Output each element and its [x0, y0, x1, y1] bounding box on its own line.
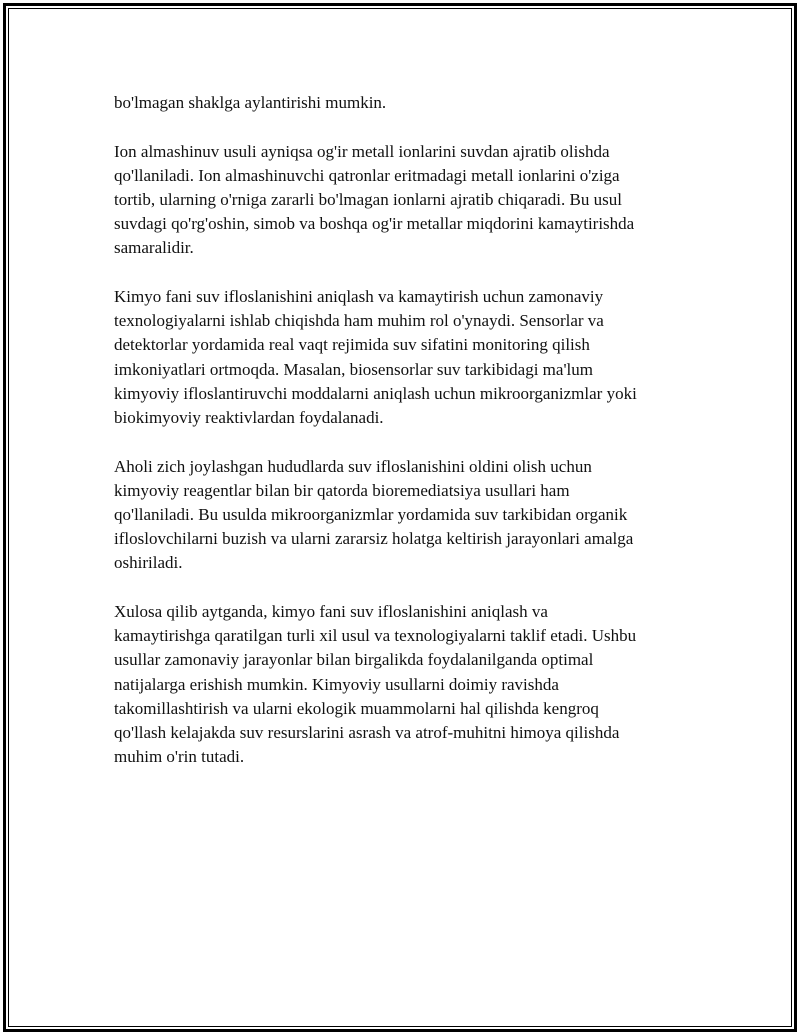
paragraph-sensors: Kimyo fani suv ifloslanishini aniqlash va kamaytirish uchun zamonaviy texnologiyalarni ishlab chiqishda ham muhim rol o'ynaydi. Sensorlar va detektorlar yordamida real vaqt rejimida suv sifatini monitoring qilish imkoniyatlari ortmoqda. Masalan, biosensorlar suv tarkibidagi ma'lum kimyoviy ifloslantiruvchi moddalarni aniqlash uchun mikroorganizmlar yoki biokimyoviy reaktivlardan foydalanadi. [114, 287, 637, 428]
paragraph-continuation: bo'lmagan shaklga aylantirishi mumkin. [114, 93, 387, 112]
paragraph-ion-exchange: Ion almashinuv usuli ayniqsa og'ir metall ionlarini suvdan ajratib olishda qo'llaniladi. Ion almashinuvchi qatronlar eritmadagi metall ionlarini o'ziga tortib, ularning o'rniga zararli bo'lmagan ionlarni ajratib chiqaradi. Bu usul suvdagi qo'rg'oshin, simob va boshqa og'ir metallar miqdorini kamaytirishda samaralidir. [114, 141, 635, 258]
paragraph-conclusion: Xulosa qilib aytganda, kimyo fani suv ifloslanishini aniqlash va kamaytirishga qaratilgan turli xil usul va texnologiyalarni taklif etadi. Ushbu usullar zamonaviy jarayonlar bilan birgalikda foydalanilganda optimal natijalarga erishish mumkin. Kimyoviy usullarni doimiy ravishda takomillashtirish va ularni ekologik muammolarni hal qilishda kengroq qo'llash kelajakda suv resurslarini asrash va atrof-muhitni himoya qilishda muhim o'rin tutadi. [114, 602, 637, 767]
document-body [114, 91, 694, 794]
paragraph-bioremediation: Aholi zich joylashgan hududlarda suv ifloslanishini oldini olish uchun kimyoviy reagentlar bilan bir qatorda bioremediatsiya usullari ham qo'llaniladi. Bu usulda mikroorganizmlar yordamida suv tarkibidan organik ifloslovchilarni buzish va ularni zararsiz holatga keltirish jarayonlari amalga oshiriladi. [114, 456, 634, 573]
